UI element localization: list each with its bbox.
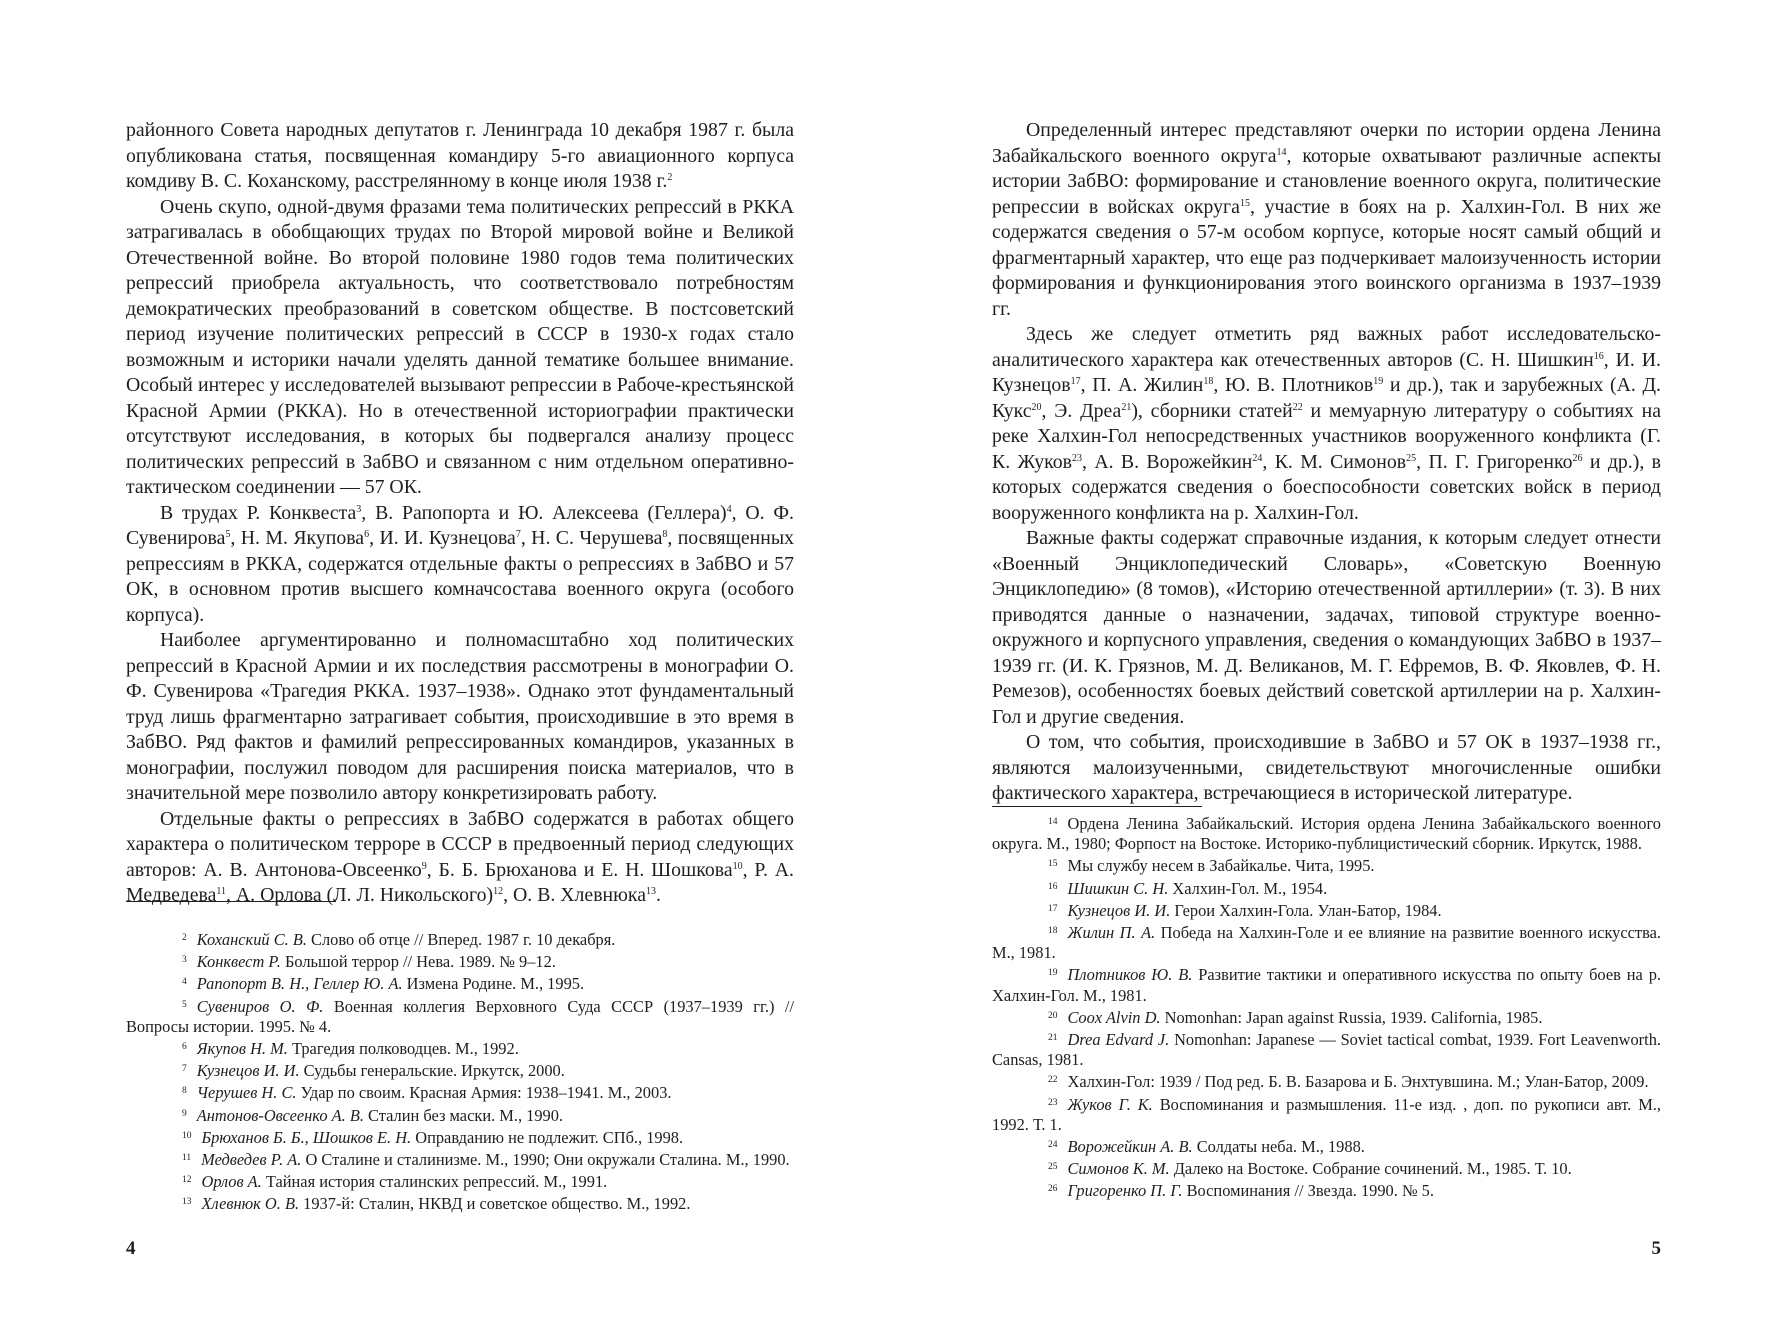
footnote-author: Конквест Р. (196, 952, 281, 972)
paragraph-text: , которые охватывают различные аспекты истории ЗабВО: формирование и становление военного округа, политические репрессии в войсках округа (992, 144, 1662, 218)
footnote (126, 995, 794, 1037)
footnote-text: Воспоминания и размышления. 11-е изд. , доп. по рукописи авт. М., 1992. Т. 1. (992, 1094, 1661, 1134)
paragraph-text: , посвященных репрессиям в РККА, содержатся отдельные факты о репрессиях в ЗабВО и 57 ОК, в основном против высшего комначсостава военного округа (особого корпуса). (126, 527, 794, 626)
paragraph-text: , В. Рапопорта и Ю. Алексеева (Геллера) (361, 501, 727, 524)
footnote-text: Военная коллегия Верховного Суда СССР (1937–1939 гг.) // Вопросы истории. 1995. № 4. (126, 996, 795, 1036)
footnote-text: Солдаты неба. М., 1988. (1192, 1137, 1365, 1157)
footnote-text: Герои Халхин-Гола. Улан-Батор, 1984. (1170, 900, 1442, 920)
footnote-author: Кузнецов И. И. (1067, 900, 1171, 920)
paragraph-text: , Р. А. Медведева (126, 858, 795, 906)
paragraph-text: , О. Ф. Сувенирова (126, 501, 794, 549)
footnote-ref[interactable]: 26 (1572, 452, 1583, 464)
paragraph-text: и др.), так и зарубежных (А. Д. Кукс (992, 374, 1661, 422)
footnote-text: Nomonhan: Japanese — Soviet tactical combat, 1939. Fort Leavenworth. Cansas, 1981. (992, 1030, 1661, 1070)
paragraph (992, 526, 1661, 730)
main-text (992, 118, 1661, 807)
footnote (126, 1059, 794, 1081)
footnote-author: Хлевнюк О. В. (201, 1194, 300, 1214)
footnote-ref[interactable]: 17 (1070, 376, 1081, 387)
paragraph (992, 730, 1661, 807)
footnote-text: Тайная история сталинских репрессий. М., 1991. (261, 1172, 608, 1192)
footnote (126, 1192, 794, 1214)
footnote-text: Nomonhan: Japan against Russia, 1939. California, 1985. (1160, 1007, 1543, 1027)
paragraph-text: , П. Г. Григоренко (1416, 450, 1573, 473)
paragraph-text: , И. И. Кузнецова (369, 527, 516, 549)
footnote-author: Брюханов Б. Б., Шошков Е. Н. (201, 1127, 412, 1147)
paragraph-text: , А. В. Ворожейкин (1082, 450, 1253, 473)
footnote-ref[interactable]: 21 (1121, 401, 1132, 413)
footnote-number: 24 (1048, 1140, 1058, 1151)
footnote-author: Плотников Ю. В. (1067, 965, 1193, 985)
paragraph-text: , К. М. Симонов (1262, 450, 1407, 473)
footnote-author: Coox Alvin D. (1067, 1007, 1161, 1027)
footnote-number: 26 (1048, 1184, 1058, 1195)
paragraph-text: , И. И. Кузнецов (992, 348, 1661, 396)
paragraph-text: , участие в боях на р. Халхин-Гол. В них же содержатся сведения о 57-м особом корпусе, которые носят самый общий и фрагментарный характер, что еще раз подчеркивает малоизученность истории формирования и функционирования этого воинского организма в 1937–1939 гг. (992, 195, 1661, 320)
paragraph (126, 501, 794, 629)
paragraph-text: Очень скупо, одной-двумя фразами тема политических репрессий в РККА затрагивалась в обобщающих трудах по Второй мировой войне и Великой Отечественной войне. Во второй половине 1980 годов тема политических репрессий приобрела актуальность, что соответствовало потребностям демократических преобразований в советском обществе. В постсоветский период изучение политических репрессий в СССР в 1930-х годах стало возможным и историки начали уделять данной тематике большее внимание. Особый интерес у исследователей вызывают репрессии в Рабоче-крестьянской Красной Армии (РККА). Но в отечественной историографии практически отсутствуют исследования, в которых бы подвергался анализу процесс политических репрессий в ЗабВО и связанном с ним отдельном оперативно-тактическом соединении — 57 ОК. (126, 195, 794, 498)
footnote-text: Халхин-Гол. М., 1954. (1168, 878, 1328, 898)
footnote-number: 22 (1048, 1075, 1058, 1086)
paragraph-text: . (656, 884, 661, 906)
paragraph-text: , П. А. Жилин (1080, 374, 1204, 396)
paragraph-text: , О. В. Хлевнюка (503, 884, 647, 906)
footnote-ref[interactable]: 3 (356, 503, 362, 515)
footnote-ref[interactable]: 12 (493, 886, 504, 897)
footnote (126, 1148, 794, 1170)
footnote-author: Жилин П. А. (1067, 923, 1156, 943)
footnote-ref[interactable]: 8 (662, 529, 668, 540)
footnote-author: Орлов А. (201, 1172, 262, 1192)
paragraph-text: Определенный интерес представляют очерки по истории ордена Ленина Забайкальского военного округа (992, 119, 1661, 167)
footnote-number: 15 (1048, 859, 1058, 870)
footnote-author: Медведев Р. А. (201, 1150, 302, 1170)
footnote-ref[interactable]: 18 (1203, 376, 1214, 387)
footnote-number: 19 (1048, 968, 1058, 979)
paragraph-text: районного Совета народных депутатов г. Ленинграда 10 декабря 1987 г. была опубликована статья, посвященная командиру 5-го авиационного корпуса комдиву В. С. Коханскому, расстрелянному в конце июля 1938 г. (126, 119, 794, 192)
footnote (126, 1104, 794, 1126)
paragraph-text: Отдельные факты о репрессиях в ЗабВО содержатся в работах общего характера о политическом терроре в СССР в предвоенный период следующих авторов: А. В. Антонова-Овсеенко (126, 807, 794, 881)
footnote-author: Drea Edvard J. (1067, 1030, 1170, 1050)
footnote-separator (126, 901, 336, 902)
paragraph-text: , А. Орлова (Л. Л. Никольского) (226, 884, 494, 906)
footnote-ref[interactable]: 5 (225, 529, 231, 540)
footnote (992, 854, 1661, 876)
footnote-number: 17 (1048, 903, 1058, 914)
paragraph (992, 118, 1661, 322)
left-page (126, 0, 794, 1329)
footnote-number: 18 (1048, 926, 1058, 937)
footnote (992, 921, 1661, 963)
footnote-author: Рапопорт В. Н., Геллер Ю. А. (196, 974, 403, 994)
footnote-ref[interactable]: 11 (216, 886, 226, 897)
paragraph-text: ), сборники статей (1131, 399, 1293, 422)
paragraph (126, 628, 794, 807)
footnote-text: Удар по своим. Красная Армия: 1938–1941. М., 2003. (296, 1083, 672, 1103)
footnote-number: 8 (182, 1086, 187, 1097)
footnote (126, 1081, 794, 1103)
footnote-number: 11 (182, 1153, 192, 1164)
footnote-ref[interactable]: 2 (667, 172, 673, 183)
paragraph-text: , Б. Б. Брюханова и Е. Н. Шошкова (426, 858, 733, 881)
footnote (992, 1179, 1661, 1201)
footnote (992, 877, 1661, 899)
footnotes (126, 928, 794, 1215)
footnote-ref[interactable]: 14 (1276, 146, 1287, 158)
footnote-text: Сталин без маски. М., 1990. (363, 1105, 564, 1125)
footnote-ref[interactable]: 9 (421, 860, 427, 872)
footnote-author: Шишкин С. Н. (1067, 878, 1169, 898)
footnote (992, 899, 1661, 921)
footnote-ref[interactable]: 10 (732, 860, 743, 872)
footnote-author: Кузнецов И. И. (196, 1061, 300, 1081)
paragraph (126, 118, 794, 195)
footnote (992, 1006, 1661, 1028)
paragraph-text: , Э. Дреа (1041, 399, 1122, 422)
footnote (992, 1028, 1661, 1070)
footnote-ref[interactable]: 25 (1406, 452, 1417, 464)
footnote (992, 963, 1661, 1005)
footnote-ref[interactable]: 22 (1292, 401, 1303, 413)
footnote-number: 10 (182, 1130, 192, 1141)
footnote-number: 25 (1048, 1162, 1058, 1173)
footnote-author: Якупов Н. М. (196, 1039, 288, 1059)
page-number: 4 (126, 1238, 136, 1259)
footnote-author: Коханский С. В. (196, 930, 307, 949)
page-number: 5 (1651, 1238, 1661, 1259)
footnote (126, 972, 794, 994)
paragraph-text: В трудах Р. Конквеста (160, 501, 357, 524)
footnote-number: 7 (182, 1064, 187, 1075)
footnote (126, 1126, 794, 1148)
footnote-number: 16 (1048, 881, 1058, 892)
footnote-author: Сувениров О. Ф. (196, 996, 324, 1016)
footnote-text: Победа на Халхин-Голе и ее влияние на развитие военного искусства. М., 1981. (992, 923, 1661, 963)
paragraph (126, 195, 794, 501)
paragraph-text: , Ю. В. Плотников (1213, 374, 1374, 396)
footnote-number: 2 (182, 933, 187, 943)
footnote (992, 1157, 1661, 1179)
paragraph-text: Здесь же следует отметить ряд важных работ исследовательско-аналитического характера как отечественных авторов (С. Н. Шишкин (992, 323, 1661, 371)
paragraph-text: О том, что события, происходившие в ЗабВО и 57 ОК в 1937–1938 гг., являются малоизученными, свидетельствуют многочисленные ошибки фактического характера, встречающиеся в исторической литературе. (992, 731, 1661, 804)
footnote-text: О Сталине и сталинизме. М., 1990; Они окружали Сталина. М., 1990. (301, 1150, 790, 1170)
main-text (126, 118, 794, 909)
footnote-ref[interactable]: 6 (364, 529, 370, 540)
footnote-number: 20 (1048, 1010, 1058, 1021)
footnote (992, 1135, 1661, 1157)
footnote-ref[interactable]: 16 (1593, 350, 1604, 362)
footnote-ref[interactable]: 23 (1072, 452, 1082, 464)
footnote (992, 1093, 1661, 1135)
paragraph (992, 322, 1661, 526)
footnote-text: Слово об отце // Вперед. 1987 г. 10 декабря. (306, 930, 616, 949)
paragraph-text: Наиболее аргументированно и полномасштабно ход политических репрессий в Красной Армии и их последствия рассмотрены в монографии О. Ф. Сувенирова «Трагедия РККА. 1937–1938». Однако этот фундаментальный труд лишь фрагментарно затрагивает события, происходившие в это время в ЗабВО. Ряд фактов и фамилий репрессированных командиров, указанных в монографии, послужил поводом для расширения поиска материалов, что в значительной мере позволило автору конкретизировать работу. (126, 629, 794, 804)
footnote-author: Черушев Н. С. (196, 1083, 297, 1103)
footnote-ref[interactable]: 13 (646, 886, 657, 897)
footnote (992, 1070, 1661, 1092)
paragraph-text: и мемуарную литературу о событиях на реке Халхин-Гол непосредственных участников вооруженного конфликта (Г. К. Жуков (992, 399, 1662, 473)
footnote-text: Развитие тактики и оперативного искусства по опыту боев на р. Халхин-Гол. М., 1981. (992, 965, 1661, 1005)
footnote-text: Воспоминания // Звезда. 1990. № 5. (1182, 1181, 1434, 1201)
footnote-text: Оправданию не подлежит. СПб., 1998. (411, 1127, 684, 1147)
footnote-number: 6 (182, 1042, 187, 1053)
footnotes (992, 812, 1661, 1202)
footnote-number: 9 (182, 1108, 187, 1119)
footnote-number: 13 (182, 1197, 192, 1208)
footnote-text: Трагедия полководцев. М., 1992. (287, 1039, 519, 1059)
footnote-author: Жуков Г. К. (1067, 1094, 1153, 1114)
paragraph-text: , Н. М. Якупова (230, 527, 365, 549)
footnote-ref[interactable]: 20 (1031, 401, 1042, 413)
footnote-author: Симонов К. М. (1067, 1159, 1170, 1179)
footnote (126, 1037, 794, 1059)
footnote-number: 3 (182, 955, 187, 966)
footnote-text: Большой террор // Нева. 1989. № 9–12. (280, 952, 556, 972)
footnote-number: 21 (1048, 1033, 1058, 1044)
paragraph-text: , Н. С. Черушева (520, 527, 663, 549)
footnote-ref[interactable]: 15 (1239, 197, 1250, 209)
footnote-text: Измена Родине. М., 1995. (402, 974, 585, 994)
footnote-text: 1937-й: Сталин, НКВД и советское общество. М., 1992. (299, 1194, 691, 1214)
paragraph-text: и др.), в которых содержатся сведения о боеспособности советских войск в период вооруженного конфликта на р. Халхин-Гол. (992, 450, 1661, 524)
footnote-author: Ворожейкин А. В. (1067, 1137, 1193, 1157)
footnote-number: 23 (1048, 1097, 1058, 1108)
footnote (126, 1170, 794, 1192)
footnote-text: Далеко на Востоке. Собрание сочинений. М., 1985. Т. 10. (1169, 1159, 1572, 1179)
footnote-text: Ордена Ленина Забайкальский. История ордена Ленина Забайкальского военного округа. М., 1980; Форпост на Востоке. Историко-публицистический сборник. Иркутск, 1988. (992, 814, 1661, 854)
footnote-number: 12 (182, 1175, 192, 1186)
footnote-ref[interactable]: 7 (515, 529, 521, 540)
footnote-text: Мы службу несем в Забайкалье. Чита, 1995. (1067, 856, 1375, 876)
footnote-text: Судьбы генеральские. Иркутск, 2000. (299, 1061, 565, 1081)
paragraph (126, 807, 794, 909)
footnote-number: 5 (182, 999, 187, 1010)
footnote-separator (992, 806, 1202, 807)
right-page (992, 0, 1661, 1329)
footnote-text: Халхин-Гол: 1939 / Под ред. Б. В. Базарова и Б. Энхтувшина. М.; Улан-Батор, 2009. (1067, 1072, 1649, 1092)
footnote-author: Григоренко П. Г. (1067, 1181, 1183, 1201)
footnote-number: 4 (182, 977, 187, 988)
footnote (992, 812, 1661, 854)
paragraph-text: Важные факты содержат справочные издания, к которым следует отнести «Военный Энциклопедический Словарь», «Советскую Военную Энциклопедию» (8 томов), «Историю отечественной артиллерии» (т. 3). В них приводятся данные о назначении, задачах, типовой структуре военно-окружного и корпусного управления, сведения о командующих ЗабВО в 1937–1939 гг. (И. К. Грязнов, М. Д. Великанов, М. Г. Ефремов, В. Ф. Яковлев, Ф. Н. Ремезов), особенностях боевых действий советской артиллерии на р. Халхин-Гол и другие сведения. (992, 527, 1661, 728)
footnote-ref[interactable]: 19 (1373, 376, 1384, 387)
footnote-author: Антонов-Овсеенко А. В. (196, 1105, 364, 1125)
footnote (126, 950, 794, 972)
footnote (126, 928, 794, 950)
footnote-ref[interactable]: 24 (1252, 452, 1263, 464)
footnote-number: 14 (1048, 817, 1058, 827)
footnote-ref[interactable]: 4 (726, 503, 732, 515)
